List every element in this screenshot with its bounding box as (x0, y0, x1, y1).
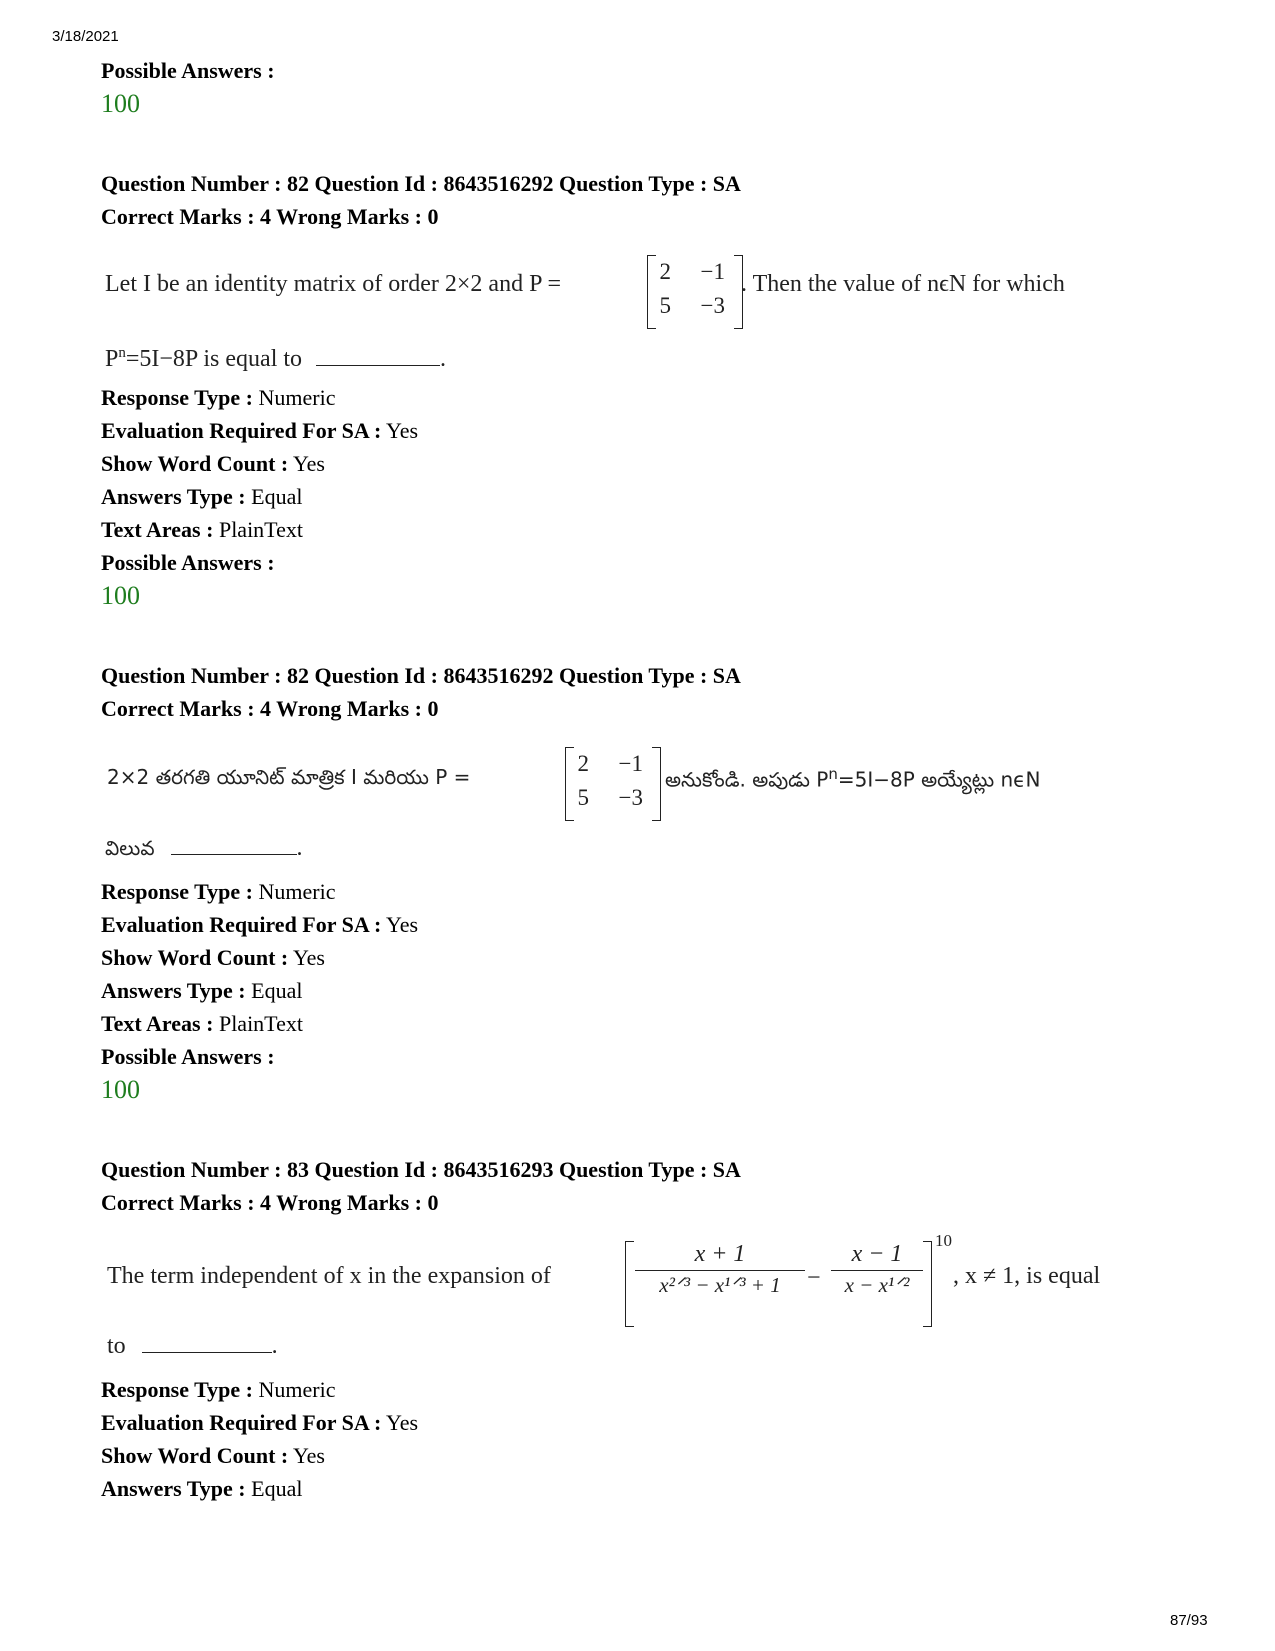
word-count-row: Show Word Count : Yes (101, 1443, 325, 1468)
matrix-cell: 2 (659, 259, 671, 284)
question-text-line-2: విలువ . (105, 835, 303, 861)
question-text-part: P (105, 346, 119, 372)
matrix-cell: −3 (618, 785, 643, 810)
question-text-part: Let I be an identity matrix of order 2×2 and P = (105, 271, 562, 297)
question-text (101, 745, 1191, 829)
possible-answer: 100 (101, 89, 140, 118)
question-text-part: 2×2 తరగతి యూనిట్ మాత్రిక I మరియు P = (107, 765, 471, 789)
question-text-line-2: $P^n=5I-8P$ is equal to . (105, 345, 447, 372)
text-areas-row: Text Areas : PlainText (101, 1011, 303, 1036)
evaluation-row: Evaluation Required For SA : Yes (101, 1410, 419, 1435)
answers-type-row: Answers Type : Equal (101, 1476, 303, 1501)
question-marks: Correct Marks : 4 Wrong Marks : 0 (101, 204, 439, 229)
question-header: Question Number : 82 Question Id : 8643516292 Question Type : SA (101, 171, 741, 196)
fraction-1: x + 1 x²ᐟ³ − x¹ᐟ³ + 1 (635, 1241, 805, 1298)
fraction-2: x − 1 x − x¹ᐟ² (831, 1241, 923, 1298)
question-marks: Correct Marks : 4 Wrong Marks : 0 (101, 696, 439, 721)
question-text-part: =5I−8P is equal to (125, 346, 303, 372)
answers-type-row: Answers Type : Equal (101, 978, 303, 1003)
answers-type-row: Answers Type : Equal (101, 484, 303, 509)
question-text-part: అనుకోండి. అపుడు $P^n=5I-8P$ అయ్యేట్లు nϵN (665, 765, 1041, 792)
possible-answers-label: Possible Answers : (101, 550, 275, 575)
exponent: 10 (935, 1231, 952, 1250)
matrix-cell: 5 (659, 293, 671, 318)
minus-sign: − (807, 1265, 821, 1291)
evaluation-row: Evaluation Required For SA : Yes (101, 912, 419, 937)
answer-blank (171, 854, 297, 855)
superscript: n (118, 345, 126, 361)
response-type-row: Response Type : Numeric (101, 879, 336, 904)
question-text-part: విలువ (105, 836, 155, 860)
print-date: 3/18/2021 (52, 28, 119, 45)
question-text-line-2: to . (107, 1333, 278, 1359)
page-content (101, 54, 1191, 1505)
response-type-row: Response Type : Numeric (101, 1377, 336, 1402)
question-block-82-telugu (101, 659, 1191, 1107)
response-type-row: Response Type : Numeric (101, 385, 336, 410)
question-block-83 (101, 1153, 1191, 1505)
evaluation-row: Evaluation Required For SA : Yes (101, 418, 419, 443)
matrix-cell: 2 (577, 751, 589, 776)
text-areas-row: Text Areas : PlainText (101, 517, 303, 542)
matrix-p (647, 255, 743, 329)
matrix-cell: −1 (700, 259, 725, 284)
question-text (101, 1231, 1191, 1327)
matrix-cell: 5 (577, 785, 589, 810)
question-text (101, 253, 1191, 337)
possible-answers-label: Possible Answers : (101, 1044, 275, 1069)
question-text-part: . Then the value of nϵN for which (741, 271, 1065, 297)
question-text-part: , x ≠ 1, is equal (953, 1263, 1101, 1289)
question-block-82-english (101, 167, 1191, 613)
right-bracket (923, 1241, 932, 1327)
question-header: Question Number : 83 Question Id : 8643516293 Question Type : SA (101, 1157, 741, 1182)
question-text-part: to (107, 1333, 126, 1359)
possible-answers-label: Possible Answers : (101, 58, 275, 83)
page-number: 87/93 (1170, 1612, 1208, 1629)
left-bracket (625, 1241, 634, 1327)
matrix-p (565, 747, 661, 821)
word-count-row: Show Word Count : Yes (101, 945, 325, 970)
question-header: Question Number : 82 Question Id : 8643516292 Question Type : SA (101, 663, 741, 688)
question-text-part: The term independent of x in the expansion of (107, 1263, 551, 1289)
possible-answer: 100 (101, 581, 140, 610)
question-marks: Correct Marks : 4 Wrong Marks : 0 (101, 1190, 439, 1215)
possible-answer: 100 (101, 1075, 140, 1104)
word-count-row: Show Word Count : Yes (101, 451, 325, 476)
answer-blank (316, 365, 440, 366)
matrix-cell: −1 (618, 751, 643, 776)
answer-blank (142, 1352, 272, 1353)
matrix-cell: −3 (700, 293, 725, 318)
